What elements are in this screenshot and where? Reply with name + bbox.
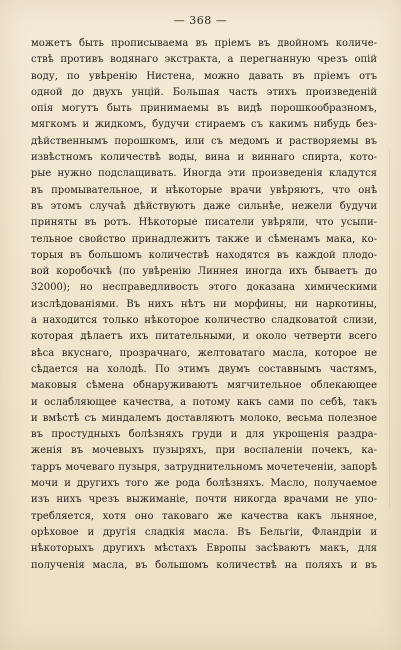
text-line: изслѣдованіями. Въ нихъ нѣтъ ни морфины, ни наркотины, <box>31 298 377 310</box>
text-line: сѣдается на холодѣ. По этимъ двумъ составнымъ частямъ, <box>31 363 377 375</box>
text-line: можетъ быть прописываема въ пріемъ въ двойномъ количе- <box>31 38 377 49</box>
text-line: нѣкоторыхъ другихъ мѣстахъ Европы засѣваютъ макъ, для <box>31 543 377 555</box>
text-line: тарръ мочеваго пузыря, затруднительномъ мочетеченіи, запорѣ <box>31 461 377 473</box>
text-line: и ослабляющее качества, а потому какъ сами по себѣ, такъ <box>31 396 377 408</box>
text-line: тельное свойство принадлежитъ также и сѣменамъ мака, ко- <box>31 233 377 245</box>
text-line: одной до двухъ унцій. Большая часть этихъ произведеній <box>31 86 377 98</box>
text-line: въ промывательное, и нѣкоторые врачи увѣряютъ, что онѣ <box>31 184 377 196</box>
text-line: требляется, хотя оно таковаго же качества какъ льняное, <box>31 510 377 522</box>
page-number: — 368 — <box>173 14 228 27</box>
text-line: приняты въ ротъ. Нѣкоторые писатели увѣряли, что усыпи- <box>31 217 377 229</box>
paper-crease <box>389 150 390 510</box>
body-text <box>31 36 377 574</box>
text-line: 32000); но несправедливость этого доказана химическими <box>31 282 377 294</box>
text-line: изъ нихъ чрезъ выжиманіе, почти никогда врачами не упо- <box>31 494 377 506</box>
text-line: а находится только нѣкоторое количество сладковатой слизи, <box>31 315 377 327</box>
text-line: мочи и другихъ того же рода болѣзняхъ. Масло, получаемое <box>31 478 377 490</box>
text-line: маковыя сѣмена обнаруживаютъ мягчительное облекающее <box>31 380 377 392</box>
text-line: опія могутъ быть принимаемы въ видѣ порошкообразномъ, <box>31 103 377 115</box>
text-line: орѣховое и другія сладкія масла. Въ Бельгіи, Фландріи и <box>31 526 377 538</box>
text-line: въ этомъ случаѣ дѣйствуютъ даже сильнѣе, нежели будучи <box>31 200 377 212</box>
text-line: женія въ мочевыхъ пузыряхъ, при воспаленіи почекъ, ка- <box>31 445 377 457</box>
text-line: извѣстномъ количествѣ воды, вина и виннаго спирта, кото- <box>31 152 377 164</box>
text-line: въ простудныхъ болѣзняхъ груди и для укрощенія раздра- <box>31 429 377 441</box>
text-line: рые нужно подслащивать. Иногда эти произведенія кладутся <box>31 168 377 180</box>
text-line: мягкомъ и жидкомъ, будучи стираемъ съ какимъ нибудь без- <box>31 119 377 131</box>
text-line: вой коробочкѣ (по увѣренію Линнея иногда ихъ бываетъ до <box>31 266 377 278</box>
text-line: дѣйственнымъ порошкомъ, или съ медомъ и растворяемы въ <box>31 135 377 147</box>
text-line: которая дѣлаетъ ихъ питательными, и около четверти всего <box>31 331 377 343</box>
text-line: вѣса вкуснаго, прозрачнаго, желтоватаго масла, которое не <box>31 347 377 359</box>
text-line: полученія масла, въ большомъ количествѣ на поляхъ и въ <box>31 559 377 571</box>
text-line: ствѣ противъ водянаго экстракта, а перегнанную чрезъ опій <box>31 54 377 66</box>
text-line: воду, по увѣренію Нистена, можно давать въ пріемъ отъ <box>31 70 377 82</box>
text-line: торыя въ большомъ количествѣ находятся въ каждой плодо- <box>31 249 377 261</box>
text-line: и вмѣстѣ съ миндалемъ доставляютъ молоко, весьма полезное <box>31 412 377 424</box>
